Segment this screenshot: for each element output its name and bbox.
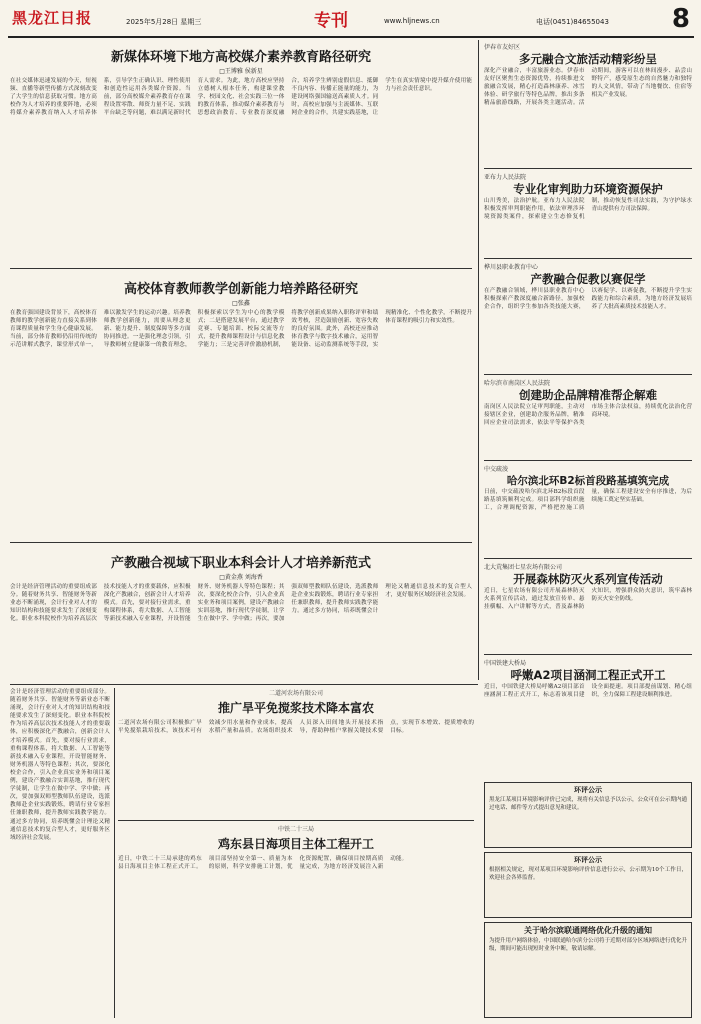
article-kicker: 哈尔滨市南岗区人民法院	[484, 380, 551, 387]
article-body: 在教育强国建设背景下，高校体育教师的教学创新能力直接关系到体育课程质量和学生身心健康发展。当前，部分体育教师仍沿用传统的示范讲解式教学，课堂形式单一，难以激发学生的运动兴趣。培养教师教学创新能力，需要从理念更新、能力提升、制度保障等多方面协同推进。一是强化理念引领，引导教师树立健康第一的教育理念，积极探索以学生为中心的教学模式；二是搭建发展平台，通过教学竞赛、专题培训、校际交流等方式，提升教师课程设计与信息化教学能力；三是完善评价激励机制，将教学创新成果纳入职称评审和绩效考核，营造鼓励创新、宽容失败的良好氛围。此外，高校还应推动体育教学与数字技术融合，运用智能设备、运动监测系统等手段，实现精准化、个性化教学，不断提升体育课程的吸引力和实效性。	[10, 310, 472, 349]
page-number: 8	[671, 4, 690, 34]
section-divider	[484, 558, 692, 559]
article-title: 产教融合促教以赛促学	[530, 272, 646, 286]
article-yichun-tourism	[484, 42, 692, 166]
article-body: 在社交媒体迅速发展的今天，短视频、直播等新型传播方式深刻改变了大学生的信息获取习惯。地方高校作为人才培养的重要阵地，必须将媒介素养教育纳入人才培养体系，引导学生正确认识、理性使用和创造性运用各类媒介资源。当前，部分高校媒介素养教育存在课程设置零散、师资力量不足、实践平台缺乏等问题，难以满足新时代育人需求。为此，地方高校应坚持立德树人根本任务，构建课堂教学、校园文化、社会实践三位一体的教育体系，推动媒介素养教育与思想政治教育、专业教育深度融合，培养学生辨别虚假信息、抵御不良内容、传播正能量的能力，为建设网络强国输送高素质人才。同时，高校应加强与主流媒体、互联网企业的合作，共建实践基地，让学生在真实情境中提升媒介使用能力与社会责任意识。	[10, 78, 472, 117]
article-hunen-culvert	[484, 658, 692, 778]
section-divider	[10, 268, 472, 269]
notice-body: 根据相关规定，现对某项目环境影响评价信息进行公示，公示期为10个工作日，欢迎社会各界监督。	[489, 867, 687, 881]
notice-title: 环评公示	[574, 786, 602, 794]
article-byline: □王博雅 侯新星	[219, 68, 263, 75]
section-divider	[10, 684, 478, 685]
notice-body: 为提升用户网络体验，中国联通哈尔滨分公司将于近期对部分区域网络进行优化升级，期间可能出现短时业务中断，敬请谅解。	[489, 938, 688, 952]
article-harbin-ring-road	[484, 464, 692, 556]
article-body: 二道河农场有限公司积极推广旱平免搅浆栽培技术，该技术可有效减少用水量和作业成本，提高水稻产量和品质。农场组织技术人员深入田间地头开展技术指导，帮助种植户掌握关键技术要点，实现节本增效、提质增收的目标。	[118, 720, 474, 735]
site-url[interactable]: www.hljnews.cn	[384, 17, 440, 25]
article-body: 近日，七星农场有限公司开展森林防灭火系列宣传活动，通过发放宣传单、悬挂横幅、入户讲解等方式，普及森林防火知识，增强群众防火意识，筑牢森林防灭火安全防线。	[484, 588, 692, 611]
column-divider	[478, 40, 479, 680]
article-body: 会计是经济管理活动的重要组成部分。随着财务共享、智能财务等新业态不断涌现，会计行业对人才的知识结构和技能要求发生了深刻变化。职业本科院校作为培养高层次技术技能人才的重要载体，应积极深化产教融合，创新会计人才培养模式。首先，要对接行业需求，重构课程体系，将大数据、人工智能等新技术融入专业课程，开设智能财务、财务机器人等特色课程；其次，要深化校企合作，引入企业真实业务和项目案例，建设产教融合实训基地，推行现代学徒制，让学生在做中学、学中做；再次，要加强双师型教师队伍建设，选派教师赴企业实践锻炼，聘请行业专家担任兼职教师，提升教师实践教学能力。通过多方协同，培养既懂会计理论又精通信息技术的复合型人才，更好服务区域经济社会发展。	[10, 584, 472, 623]
article-qixing-fire-prevention	[484, 562, 692, 652]
article-kicker: 中国铁建大桥局	[484, 660, 527, 667]
article-accounting	[10, 546, 472, 680]
article-title: 专业化审判助力环境资源保护	[513, 182, 663, 196]
article-kicker: 中交疏浚	[484, 466, 509, 473]
article-jidong-project	[118, 824, 474, 1018]
article-media-literacy	[10, 42, 472, 266]
article-nangang-court	[484, 378, 692, 458]
notice-title: 环评公示	[574, 856, 602, 864]
article-title: 创建助企品牌精准帮企解难	[519, 388, 657, 402]
notice-title: 关于哈尔滨联通网络优化升级的通知	[524, 926, 652, 935]
article-kicker: 伊春市友好区	[484, 44, 521, 51]
article-yabuli-court	[484, 172, 692, 256]
section-divider	[484, 460, 692, 461]
masthead	[8, 4, 694, 38]
article-kicker: 北大荒集团七星农场有限公司	[484, 564, 563, 571]
article-body: 近日，中国铁建大桥局呼嫩A2项目部首座涵洞工程正式开工，标志着该项目建设全面提速。项目部提前谋划、精心组织，全力保障工程建设顺利推进。	[484, 684, 692, 699]
article-kicker: 二道河农场有限公司	[268, 690, 323, 697]
article-body: 近日，中铁二十三局承建的鸡东县日海项目主体工程正式开工。项目部坚持安全第一、质量为本的原则，科学安排施工计划，优化资源配置，确保项目按期高质量完成，为地方经济发展注入新动能。	[118, 856, 408, 871]
article-body: 深化产业融合，丰富旅游业态。伊春市友好区聚焦生态资源优势，持续推进文旅融合发展，精心打造森林康养、冰雪体验、研学旅行等特色品牌，推出多条精品旅游线路，开展各类主题活动。活动期间，游客可以在林间漫步、品尝山野特产，感受原生态的自然魅力和独特的人文风情，带动了当地餐饮、住宿等相关产业发展。	[484, 68, 692, 107]
article-body: 山川秀美，法治护航。亚布力人民法院积极发挥审判职能作用，依法审理涉环境资源类案件，探索建立生态修复机制，推动恢复性司法实践，为守护绿水青山提供有力司法保障。	[484, 198, 692, 221]
section-divider	[10, 542, 472, 543]
phone-number: 电话(0451)84655043	[536, 18, 609, 26]
section-divider	[484, 258, 692, 259]
article-kicker: 中铁二十三局	[277, 826, 314, 833]
article-body: 在产教融合领域，桦川县职业教育中心积极探索产教深度融合新路径，加强校企合作，组织学生参加各类技能大赛，以赛促学、以赛促教，不断提升学生实践能力和综合素质，为地方经济发展培养了大批高素质技术技能人才。	[484, 288, 692, 311]
article-continuation	[10, 688, 110, 1018]
article-kicker: 亚布力人民法院	[484, 174, 527, 181]
column-divider	[114, 688, 115, 1018]
notice-env-1	[484, 782, 692, 848]
article-kicker: 桦川县职业教育中心	[484, 264, 539, 271]
article-title: 高校体育教师教学创新能力培养路径研究	[123, 282, 358, 297]
article-body: 会计是经济管理活动的重要组成部分。随着财务共享、智能财务等新业态不断涌现，会计行业对人才的知识结构和技能要求发生了深刻变化。职业本科院校作为培养高层次技术技能人才的重要载体，应积极深化产教融合，创新会计人才培养模式。首先，要对接行业需求，重构课程体系，将大数据、人工智能等新技术融入专业课程，开设智能财务、财务机器人等特色课程；其次，要深化校企合作，引入企业真实业务和项目案例，建设产教融合实训基地，推行现代学徒制，让学生在做中学、学中做；再次，要加强双师型教师队伍建设，选派教师赴企业实践锻炼，聘请行业专家担任兼职教师，提升教师实践教学能力。通过多方协同，培养既懂会计理论又精通信息技术的复合型人才，更好服务区域经济社会发展。	[10, 689, 110, 841]
newspaper-logo: 黑龙江日报	[12, 9, 93, 27]
section-divider	[484, 374, 692, 375]
article-body: 日前，中交疏浚哈尔滨北环B2标段首段路基填筑顺利完成。项目部科学组织施工，合理调配资源，严格把控施工质量，确保工程建设安全有序推进，为后续施工奠定坚实基础。	[484, 489, 692, 512]
section-divider	[118, 820, 474, 821]
article-byline: □黄金燕 刘海香	[219, 574, 263, 581]
article-huachuan-vocational	[484, 262, 692, 372]
issue-date: 2025年5月28日 星期三	[126, 18, 202, 26]
article-title: 新媒体环境下地方高校媒介素养教育路径研究	[110, 50, 371, 65]
article-title: 推广旱平免搅浆技术降本富农	[217, 701, 374, 715]
article-title: 哈尔滨北环B2标首段路基填筑完成	[506, 475, 670, 487]
article-body: 南岗区人民法院立足审判职能，主动对接辖区企业，创建助企服务品牌，精准回应企业司法需求，依法平等保护各类市场主体合法权益，持续优化法治化营商环境。	[484, 404, 692, 427]
article-byline: □张鑫	[232, 300, 250, 307]
notice-body: 黑龙江某项目环境影响评价已完成，现将有关信息予以公示，公众可在公示期内通过电话、邮件等方式提出意见和建议。	[489, 797, 688, 811]
article-title: 鸡东县日海项目主体工程开工	[217, 837, 374, 851]
article-title: 开展森林防灭火系列宣传活动	[513, 572, 663, 586]
notice-env-2	[484, 852, 692, 918]
notice-unicom	[484, 922, 692, 1018]
section-divider	[484, 168, 692, 169]
article-title: 多元融合文旅活动精彩纷呈	[519, 52, 657, 66]
article-pe-teacher	[10, 272, 472, 540]
section-divider	[484, 654, 692, 655]
article-title: 呼嫩A2项目涵洞工程正式开工	[510, 668, 666, 682]
article-title: 产教融合视域下职业本科会计人才培养新范式	[110, 556, 371, 571]
article-erdaohe-farming	[118, 688, 474, 818]
section-title: 专刊	[314, 11, 348, 31]
